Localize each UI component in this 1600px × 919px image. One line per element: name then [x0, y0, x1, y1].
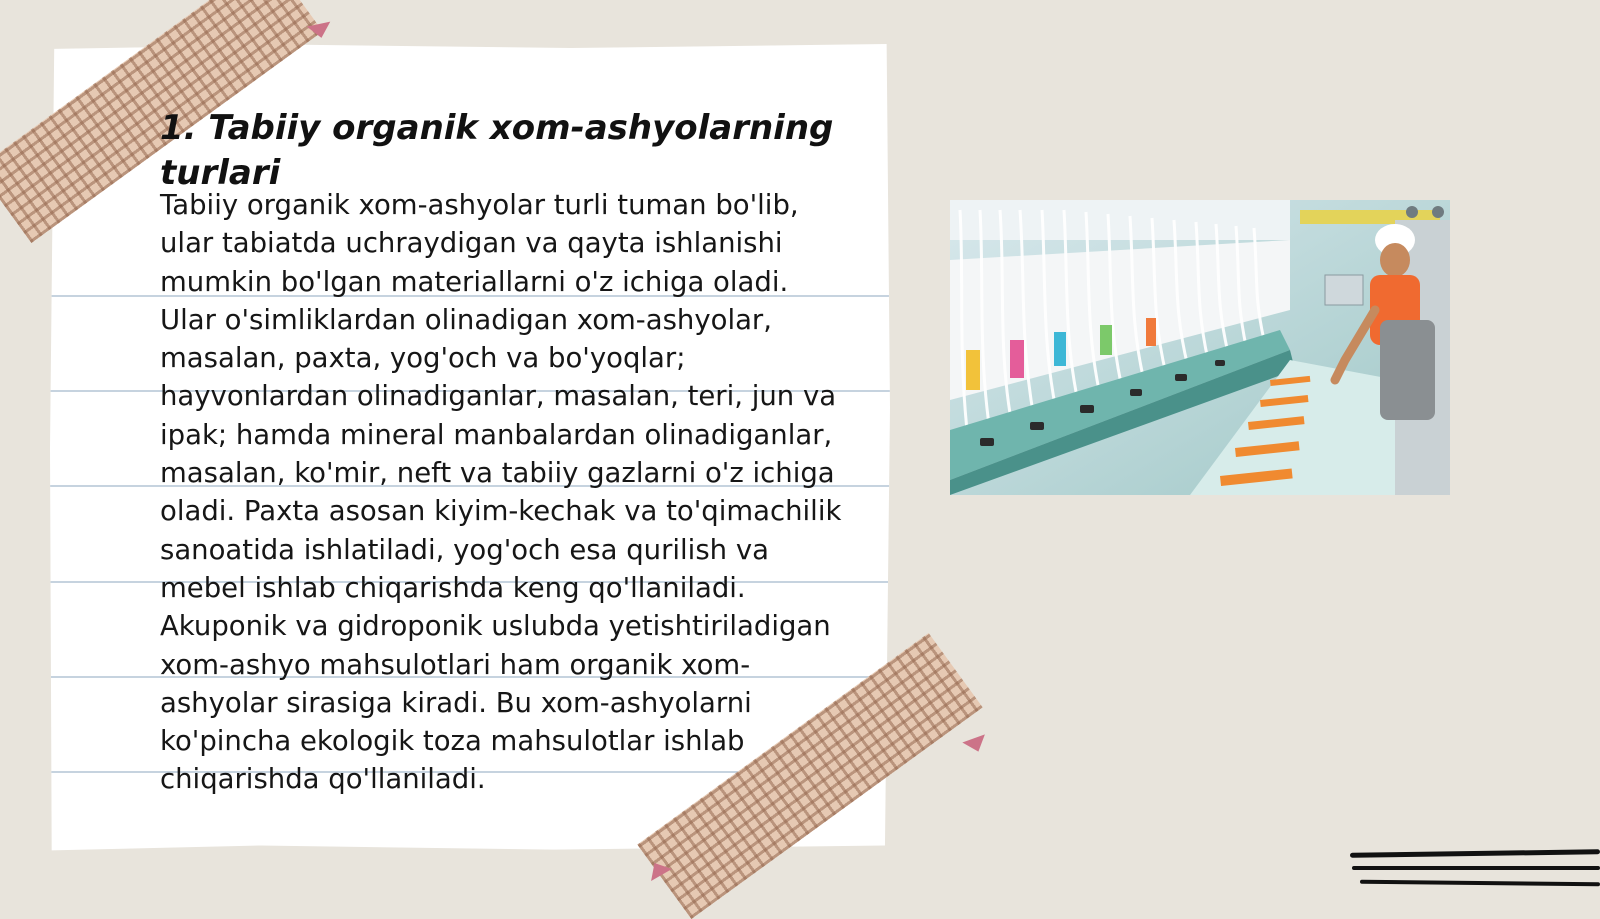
tape-tip-bottom — [962, 734, 989, 755]
decorative-stroke — [1360, 880, 1600, 887]
decorative-stroke — [1350, 849, 1600, 857]
embroidery-machine-illustration — [950, 200, 1450, 495]
slide-title: 1. Tabiiy organik xom-ashyolarning turlari — [160, 108, 834, 193]
decorative-stroke — [1352, 866, 1600, 870]
body-paragraph: Tabiiy organik xom-ashyolar turli tuman bo'lib, ular tabiatda uchraydigan va qayta ishlanishi mumkin bo'lgan materiallarni o'z ichiga oladi. Ular o'simliklardan olinadigan xom-ashyolar, masalan, paxta, yog'och va bo'yoqlar; hayvonlardan olinadiganlar, masalan, teri, jun va ipak; hamda mineral manbalardan olinadiganlar, masalan, ko'mir, neft va tabiiy gazlarni o'z ichiga oladi. Paxta asosan kiyim-kechak va to'qimachilik sanoatida ishlatiladi, yog'och esa qurilish va mebel ishlab chiqarishda keng qo'llaniladi. Akuponik va gidroponik uslubda yetishtiriladigan xom-ashyo mahsulotlari ham organik xom-ashyolar sirasiga kiradi. Bu xom-ashyolarni ko'pincha ekologik toza mahsulotlar ishlab chiqarishda qo'llaniladi. — [160, 189, 842, 796]
textile-factory-photo — [950, 200, 1450, 495]
